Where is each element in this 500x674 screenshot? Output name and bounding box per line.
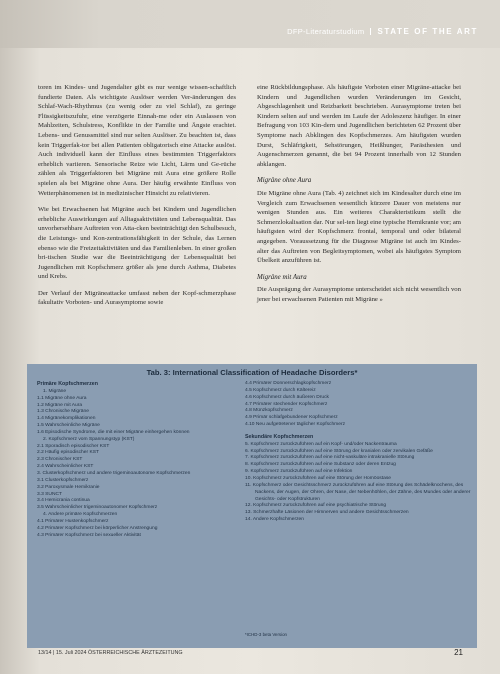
table-entry: 7. Kopfschmerz zurückzuführen auf eine nicht-vaskuläre intrakranielle Störung [245, 455, 415, 461]
paragraph: Die Ausprägung der Aurasymptome unterscheidet sich nicht wesentlich von jener bei erwachsenen Patienten mit Migräne » [257, 286, 461, 303]
table-entry: 1.2 Migräne mit Aura [37, 402, 83, 408]
table-entry: 4.4 Primärer Donnerschlagkopfschmerz [245, 381, 332, 386]
table-entry: 10. Kopfschmerz zurückzuführen auf eine Störung der Homöostase [245, 475, 391, 481]
table-entry: 5. Kopfschmerz zurückzuführen auf ein Kopf- und/oder Nackentrauma [245, 441, 397, 447]
header-divider [370, 28, 371, 35]
table-entry: 13. Schmerzhafte Läsionen der Hirnnerven und andere Gesichtsschmerzen [245, 510, 409, 516]
section-label: DFP-Literaturstudium [287, 27, 365, 36]
table-left-column [37, 381, 242, 539]
table-entry: 4.2 Primärer Kopfschmerz bei körperlicher Anstrengung [37, 525, 158, 531]
table-entry: 9. Kopfschmerz zurückzuführen auf eine Infektion [245, 469, 353, 475]
table-entry: 1.5 Wahrscheinliche Migräne [37, 423, 100, 429]
table-entry: 1. Migräne [43, 388, 67, 394]
table-entry: 4.5 Kopfschmerz durch Kältereiz [245, 387, 316, 393]
subheading: Migräne mit Aura [257, 273, 307, 281]
subheading: Migräne ohne Aura [257, 177, 312, 185]
table-entry: 4.1 Primärer Hustenkopfschmerz [37, 518, 109, 524]
paragraph: Die Migräne ohne Aura (Tab. 4) zeichnet sich im Kindesalter durch eine im Vergleich zum Erwachsenen wesentlich kürzere Dauer von meistens nur wenigen Stunden aus. Ein weiteres Charakteristikum stellt die Schmerzlokalisation dar. Nur sel-ten liegt eine typische Hemikranie vor; am häufigsten wird der Kopfschmerz frontal, temporal und oder bilateral angegeben. Voraussetzung für die Diagnose Migräne ist auch im Kindes-alter das Auftreten von Begleitsymptomen, wobei als häufigstes Symptom Übelkeit anzuführen ist. [257, 189, 461, 265]
issue-info: 13/14 | 15. Juli 2024 ÖSTERREICHISCHE ÄRZTEZEITUNG [38, 649, 183, 656]
table-entry: 11. Kopfschmerz oder Gesichtsschmerz zurückzuführen auf eine Störung des Schädelknochens, des Nackens, der Augen, der Ohren, der Nase, der Nebenhöhlen, der Zähne, des Mundes oder anderer Gesichts- oder Kopfstrukturen [245, 482, 471, 502]
table-group-heading: Primäre Kopfschmerzen [37, 381, 98, 387]
table-entry: 3. Clusterkopfschmerz und andere trigeminoautonome Kopfschmerzen [37, 470, 191, 476]
table-entry: 1.6 Episodische Syndrome, die mit einer Migräne einhergehen können [37, 429, 190, 435]
table-entry: 8. Kopfschmerz zurückzuführen auf eine Substanz oder deren Entzug [245, 462, 396, 468]
page-header [287, 27, 478, 36]
table-entry: 2.3 Chronischer KST [37, 457, 83, 463]
table-right-column [245, 381, 471, 524]
table-entry: 3.2 Paroxysmale Hemikranie [37, 484, 100, 490]
header-band [0, 0, 500, 48]
table-entry: 2.1 Sporadisch episodischer KST [37, 443, 110, 449]
table-entry: 4.10 Neu aufgetretener täglicher Kopfschmerz [245, 422, 346, 428]
table-entry: 4.7 Primärer stechender Kopfschmerz [245, 401, 328, 407]
table-entry: 4.8 Münzkopfschmerz [245, 408, 293, 414]
table-entry: 2.4 Wahrscheinlicher KST [37, 464, 94, 470]
table-entry: 6. Kopfschmerz zurückzuführen auf eine Störung der kranialen oder zervikalen Gefäße [245, 448, 433, 454]
table-title: Tab. 3: International Classification of Headache Disorders* [146, 368, 358, 377]
table-entry: 3.5 Wahrscheinlicher trigeminoautonomer Kopfschmerz [37, 505, 158, 511]
table-group-heading: Sekundäre Kopfschmerzen [245, 433, 314, 440]
table-entry: 1.3 Chronische Migräne [37, 409, 89, 415]
table-entry: 4.9 Primär schlafgebundener Kopfschmerz [245, 415, 338, 421]
table-entry: 3.4 Hemicrania continua [37, 498, 90, 504]
paragraph: Der Verlauf der Migräneattacke umfasst neben der Kopf-schmerzphase fakultativ Vorboten- und Aurasymptome sowie [38, 289, 236, 307]
table-entry: 3.3 SUNCT [37, 491, 63, 497]
table-entry: 2. Kopfschmerz vom Spannungstyp (KST) [43, 436, 135, 442]
left-column [38, 83, 236, 315]
page-number: 21 [454, 648, 463, 657]
table-entry: 1.1 Migräne ohne Aura [37, 395, 87, 401]
brand-label: STATE OF THE ART [377, 27, 478, 36]
table-entry: 2.2 Häufig episodischer KST [37, 450, 99, 456]
paragraph: toren im Kindes- und Jugendalter gibt es nur wenige wissen-schaftlich fundierte Daten. Als wichtigste Auslöser werden Ver-änderungen des Schlaf-Wach-Rhythmus (zu wenig oder zu viel Schlaf), zu geringe Flüssigkeitszufuhr, eine verzögerte Einnah-me oder ein Auslassen von Mahlzeiten, Schulstress, Konflikte in der Familie und Ängste erachtet. Lebens- und Genussmittel sind nur selten Auslöser. Zu beachten ist, dass kein Triggerfak-tor bei allen Patienten obligatorisch eine Attacke auslöst. Auch individuell kann der Einfluss eines bestimmten Triggerfaktors erheblich variieren. Sensorische Reize wie Licht, Lärm und Ge-rüche zählen als Triggerfaktoren bei Migräne mit Aura eine größere Rolle spielen als bei Migräne ohne Aura. Der häufig erwähnte Einfluss von Wetterphänomenen ist in medizinischer Hinsicht zu relativieren. [38, 84, 236, 197]
classification-table [27, 364, 477, 648]
table-entry: 4. Andere primäre Kopfschmerzen [43, 512, 118, 518]
table-footnote: *ICHD-3 beta Version [245, 632, 287, 637]
table-entry: 12. Kopfschmerz zurückzuführen auf eine psychiatrische Störung [245, 503, 387, 509]
table-entry: 14. Andere Kopfschmerzen [245, 517, 304, 523]
table-entry: 4.6 Kopfschmerz durch äußeren Druck [245, 394, 329, 400]
table-entry: 3.1 Clusterkopfschmerz [37, 477, 89, 483]
page-footer [38, 648, 463, 657]
paragraph: eine Rückbildungsphase. Als häufigste Vorboten einer Migräne-attacke bei Kindern und Jugendlichen wurden Veränderungen im Gesicht, Abgeschlagenheit und Reizbarkeit beschrieben. Aurasymptome treten bei Kindern selten auf und werden im Laufe der Adoleszenz häufiger. In einer Befragung von 103 Kin-dern und Jugendlichen berichteten 62 Prozent über Symptome nach Abklingen des Kopfschmerzes. Am häufigsten wurden Durst, Schläfrigkeit, Sehstörungen, Heißhunger, Parästhesien und Augenschmerzen genannt, die bei 94 Prozent innerhalb von 12 Stunden abklangen. [257, 84, 461, 168]
paragraph: Wie bei Erwachsenen hat Migräne auch bei Kindern und Jugendlichen erhebliche Auswirkungen auf Alltagsaktivitäten und Lebensqualität. Das unvorhersehbare Auftreten von Atta-cken beeinträchtigt den Schulbesuch, die Leistungs- und Kon-zentrationsfähigkeit in der Schule, das Lernen ebenso wie die Freizeitaktivitäten und das Familienleben. In einer großen bri-tischen Studie war die Beeinträchtigung der Lebensqualität bei Jugendlichen mit Kopfschmerz größer als jene durch Asthma, Diabetes und Krebs. [38, 206, 236, 281]
table-entry: 4.3 Primärer Kopfschmerz bei sexueller Aktivität [37, 532, 141, 538]
right-column [257, 83, 461, 311]
table-entry: 1.4 Migränekomplikationen [37, 416, 96, 422]
